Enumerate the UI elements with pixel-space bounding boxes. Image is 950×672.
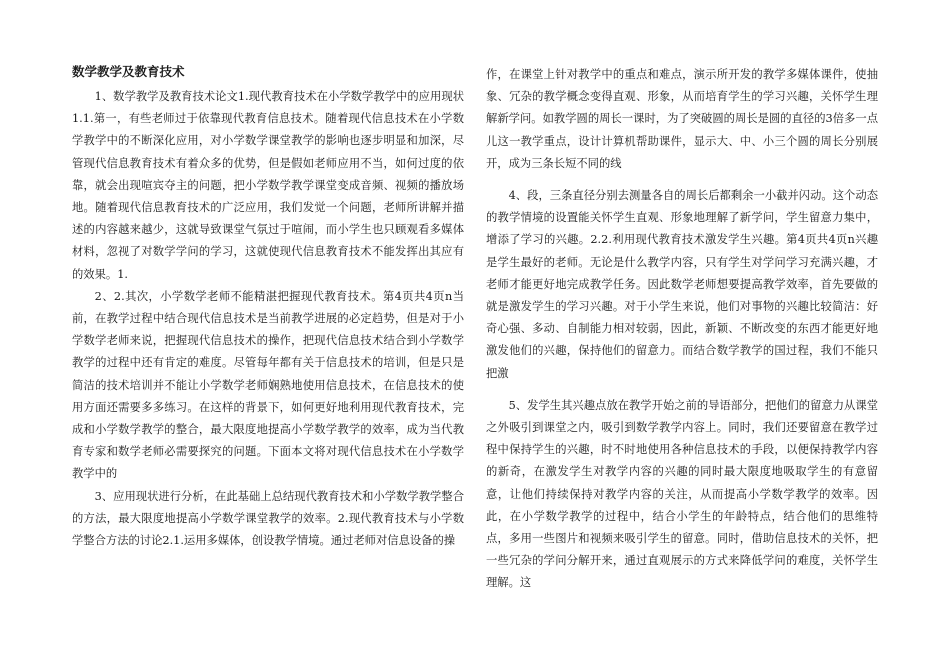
paragraph-1: 1、数学教学及教育技术论文1.现代教育技术在小学数学教学中的应用现状1.1.第一，有些老师过于依靠现代教育信息技术。随着现代信息技术在小学数学教学中的不断深化应用，对小学数学课堂教学的影响也逐步明显和加深，尽管现代信息教育技术有着众多的优势，但是假如老师应用不当，如何过度的依靠，就会出现喧宾夺主的问题，把小学数学教学课堂变成音频、视频的播放场地。随着现代信息教育技术的广泛应用，我们发觉一个问题，老师所讲解并描述的内容越来越少，这就导致课堂气氛过于喧闹，而小学生也只顾观看多媒体材料，忽视了对数学学问的学习，这就使现代信息教育技术不能发挥出其应有的效果。1. — [72, 90, 464, 281]
right-column — [486, 64, 878, 595]
document-title: 数学教学及教育技术 — [72, 64, 185, 79]
paragraph-4: 4、段，三条直径分别去测量各自的周长后都剩余一小截并闪动。这个动态的教学情境的设置能关怀学生直观、形象地理解了新学问，学生留意力集中，增添了学习的兴趣。2.2.利用现代教育技术激发学生兴趣。第4页共4页n兴趣是学生最好的老师。无论是什么教学内容，只有学生对学问学习充满兴趣，才老师才能更好地完成教学任务。因此数学老师想要提高教学效率，首先要做的就是激发学生的学习兴趣。对于小学生来说，他们对事物的兴趣比较简洁：好奇心强、多动、自制能力相对较弱，因此，新颖、不断改变的东西才能更好地激发他们的兴趣，保持他们的留意力。而结合数学教学的国过程，我们不能只把激 — [486, 189, 878, 380]
paragraph-2: 2、2.其次，小学数学老师不能精湛把握现代教育技术。第4页共4页n当前，在教学过程中结合现代信息技术是当前教学进展的必定趋势，但是对于小学数学老师来说，把握现代信息技术的操作，把现代信息技术结合到小学数学教学的过程中还有肯定的难度。尽管每年都有关于信息技术的培训，但是只是简洁的技术培训并不能让小学数学老师娴熟地使用信息技术，在信息技术的使用方面还需要多多练习。在这样的背景下，如何更好地利用现代教育技术，完成和小学数学教学的整合，最大限度地提高小学数学教学的效率，成为当代教育专家和数学老师必需要探究的问题。下面本文将对现代信息技术在小学数学教学中的 — [72, 289, 464, 481]
paragraph-5: 5、发学生其兴趣点放在教学开始之前的导语部分，把他们的留意力从课堂之外吸引到课堂之内，吸引到数学教学内容上。同时，我们还要留意在教学过程中保持学生的兴趣，时不时地使用各种信息技术的手段，以便保持教学内容的新奇，在激发学生对教学内容的兴趣的同时最大限度地吸取学生的有意留意，让他们持续保持对教学内容的关注，从而提高小学数学教学的效率。因此，在小学数学教学的过程中，结合小学生的年龄特点，结合他们的思维特点，多用一些图片和视频来吸引学生的留意。同时，借助信息技术的关怀，把一些冗杂的学问分解开来，通过直观展示的方式来降低学问的难度，关怀学生理解。这 — [486, 398, 878, 590]
paragraph-3: 3、应用现状进行分析，在此基础上总结现代教育技术和小学数学教学整合的方法，最大限度地提高小学数学课堂教学的效率。2.现代教育技术与小学数学整合方法的讨论2.1.运用多媒体，创设教学情境。通过老师对信息设备的操 — [72, 489, 464, 548]
left-column — [72, 62, 464, 552]
paragraph-3-continued: 作，在课堂上针对教学中的重点和难点，演示所开发的教学多媒体课件，使抽象、冗杂的教学概念变得直观、形象，从而培育学生的学习兴趣，关怀学生理解新学问。如教学圆的周长一课时，为了突破圆的周长是圆的直径的3倍多一点儿这一教学重点，设计计算机帮助课件，显示大、中、小三个圆的周长分别展开，成为三条长短不同的线 — [486, 68, 878, 170]
